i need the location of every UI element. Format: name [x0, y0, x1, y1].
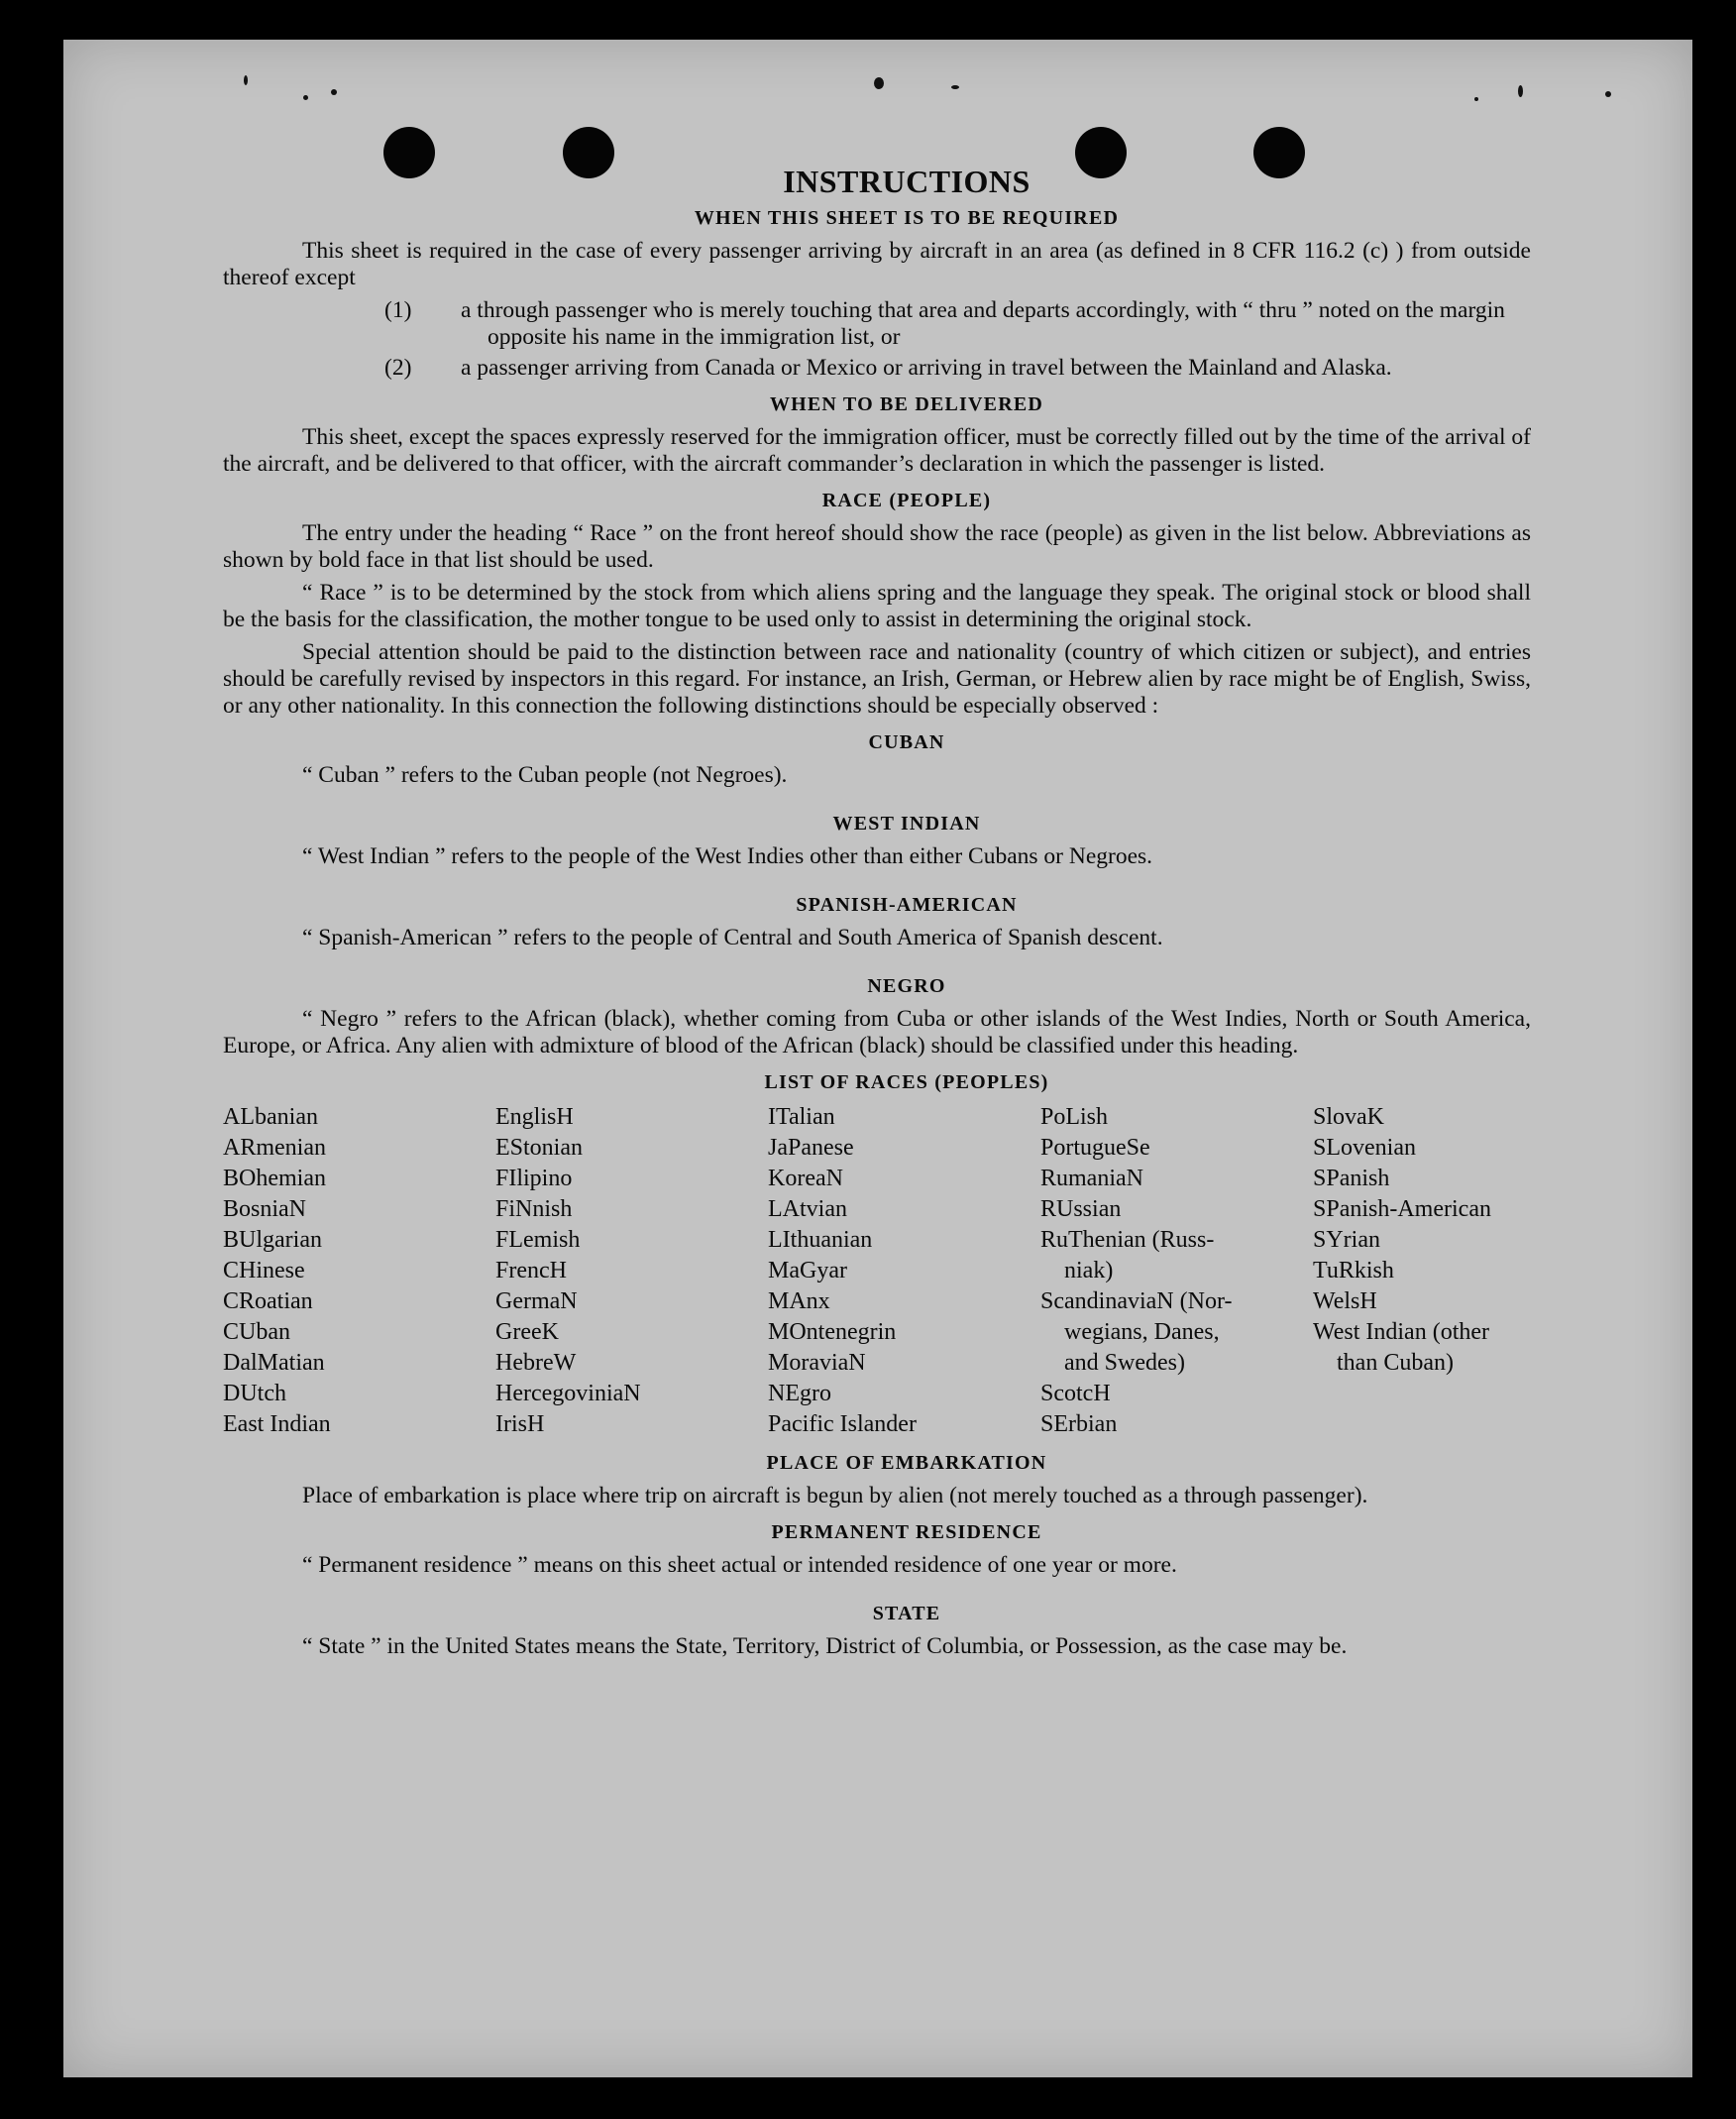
page-title: INSTRUCTIONS [783, 164, 1031, 199]
instructions-body [223, 164, 1531, 1666]
race-entry: CHinese [223, 1258, 305, 1283]
section-heading: WHEN TO BE DELIVERED [769, 393, 1044, 415]
races-column [223, 1102, 495, 1440]
section-heading: CUBAN [868, 731, 945, 753]
race-entry: ARmenian [223, 1135, 326, 1161]
race-entry: BUlgarian [223, 1227, 322, 1253]
paragraph: “ West Indian ” refers to the people of the West Indies other than either Cubans or Negroes. [302, 843, 1153, 869]
race-entry: and Swedes) [1064, 1350, 1185, 1376]
race-entry: ScotcH [1040, 1381, 1111, 1406]
item-number: (1) [384, 297, 412, 323]
races-column [1040, 1102, 1313, 1440]
section-heading: RACE (PEOPLE) [821, 490, 992, 511]
paragraph: Special attention should be paid to the distinction between race and nationality (country of which citizen or subject), and entries should be carefully revised by inspectors in this regard. For instance, an Irish, German, or Hebrew alien by race might be of English, Swiss, or any other nationality. In this connection the following distinctions should be especially observed : [223, 639, 1531, 719]
race-entry: FLemish [495, 1227, 581, 1253]
item-number: (2) [384, 355, 412, 381]
race-entry: MAnx [768, 1288, 830, 1314]
race-entry: SErbian [1040, 1411, 1118, 1437]
race-entry: DUtch [223, 1381, 286, 1406]
speck [244, 75, 248, 85]
race-entry: HercegoviniaN [495, 1381, 641, 1406]
race-entry: CUban [223, 1319, 290, 1345]
race-entry: wegians, Danes, [1064, 1319, 1220, 1345]
race-entry: WelsH [1313, 1288, 1377, 1314]
race-entry: East Indian [223, 1411, 331, 1437]
race-entry: SYrian [1313, 1227, 1380, 1253]
section-heading: NEGRO [867, 975, 946, 997]
race-entry: KoreaN [768, 1166, 843, 1191]
race-entry: SLovenian [1313, 1135, 1416, 1161]
race-entry: MaGyar [768, 1258, 847, 1283]
race-entry: BOhemian [223, 1166, 326, 1191]
speck [1474, 97, 1478, 101]
section-heading: PLACE OF EMBARKATION [766, 1452, 1047, 1474]
race-entry: SPanish [1313, 1166, 1390, 1191]
races-heading: LIST OF RACES (PEOPLES) [764, 1071, 1049, 1093]
speck [1518, 85, 1523, 97]
paragraph: The entry under the heading “ Race ” on the front hereof should show the race (people) as given in the list below. Abbreviations as shown by bold face in that list should be used. [223, 520, 1531, 573]
races-column [495, 1102, 768, 1440]
paragraph: “ Race ” is to be determined by the stock from which aliens spring and the language they speak. The original stock or blood shall be the basis for the classification, the mother tongue to be used only to assist in determining the original stock. [223, 580, 1531, 632]
paragraph: This sheet is required in the case of every passenger arriving by aircraft in an area (as defined in 8 CFR 116.2 (c) ) from outside thereof except [223, 238, 1531, 290]
race-entry: EStonian [495, 1135, 583, 1161]
paragraph: “ Permanent residence ” means on this sheet actual or intended residence of one year or more. [302, 1552, 1177, 1578]
race-entry: RuThenian (Russ- [1040, 1227, 1215, 1253]
speck [331, 89, 337, 95]
speck [951, 85, 959, 89]
section-heading: PERMANENT RESIDENCE [771, 1521, 1042, 1543]
list-item [223, 355, 1531, 382]
race-entry: NEgro [768, 1381, 831, 1406]
race-entry: FIlipino [495, 1166, 573, 1191]
race-entry: LAtvian [768, 1196, 847, 1222]
item-text: a through passenger who is merely touching that area and departs accordingly, with “ thru ” noted on the margin opposite his name in the immigration list, or [461, 297, 1505, 350]
race-entry: West Indian (other [1313, 1319, 1490, 1345]
section-heading: WHEN THIS SHEET IS TO BE REQUIRED [694, 207, 1120, 229]
race-entry: Pacific Islander [768, 1411, 917, 1437]
paragraph: “ State ” in the United States means the State, Territory, District of Columbia, or Possession, as the case may be. [302, 1633, 1348, 1659]
race-entry: CRoatian [223, 1288, 313, 1314]
paragraph: “ Cuban ” refers to the Cuban people (not Negroes). [302, 762, 788, 788]
race-entry: BosniaN [223, 1196, 306, 1222]
race-entry: LIthuanian [768, 1227, 873, 1253]
race-entry: than Cuban) [1337, 1350, 1454, 1376]
race-entry: RUssian [1040, 1196, 1122, 1222]
races-column [768, 1102, 1040, 1440]
race-entry: GermaN [495, 1288, 578, 1314]
section-heading: WEST INDIAN [832, 813, 981, 835]
list-item [223, 297, 1531, 351]
races-list [223, 1102, 1531, 1440]
item-text: a passenger arriving from Canada or Mexico or arriving in travel between the Mainland and Alaska. [461, 355, 1392, 381]
races-column [1313, 1102, 1551, 1440]
paragraph: This sheet, except the spaces expressly reserved for the immigration officer, must be correctly filled out by the time of the arrival of the aircraft, and be delivered to that officer, with the aircraft commander’s declaration in which the passenger is listed. [223, 424, 1531, 477]
speck [303, 95, 308, 100]
race-entry: MoraviaN [768, 1350, 866, 1376]
paragraph: Place of embarkation is place where trip on aircraft is begun by alien (not merely touched as a through passenger). [302, 1483, 1368, 1508]
race-entry: ScandinaviaN (Nor- [1040, 1288, 1233, 1314]
race-entry: JaPanese [768, 1135, 854, 1161]
race-entry: TuRkish [1313, 1258, 1394, 1283]
race-entry: niak) [1064, 1258, 1114, 1283]
race-entry: EnglisH [495, 1104, 574, 1130]
race-entry: SlovaK [1313, 1104, 1384, 1130]
race-entry: SPanish-American [1313, 1196, 1491, 1222]
race-entry: RumaniaN [1040, 1166, 1143, 1191]
race-entry: DalMatian [223, 1350, 325, 1376]
section-heading: SPANISH-AMERICAN [796, 894, 1018, 916]
speck [1605, 91, 1611, 97]
section-heading: STATE [872, 1603, 941, 1624]
race-entry: PoLish [1040, 1104, 1109, 1130]
speck [874, 77, 884, 89]
race-entry: GreeK [495, 1319, 559, 1345]
race-entry: FiNnish [495, 1196, 573, 1222]
paragraph: “ Negro ” refers to the African (black), whether coming from Cuba or other islands of the West Indies, North or South America, Europe, or Africa. Any alien with admixture of blood of the African (black) should be classified under this heading. [223, 1006, 1531, 1059]
race-entry: IrisH [495, 1411, 545, 1437]
race-entry: MOntenegrin [768, 1319, 897, 1345]
race-entry: ALbanian [223, 1104, 318, 1130]
paragraph: “ Spanish-American ” refers to the people of Central and South America of Spanish descent. [302, 925, 1163, 950]
race-entry: ITalian [768, 1104, 835, 1130]
race-entry: PortugueSe [1040, 1135, 1150, 1161]
race-entry: HebreW [495, 1350, 577, 1376]
race-entry: FrencH [495, 1258, 567, 1283]
